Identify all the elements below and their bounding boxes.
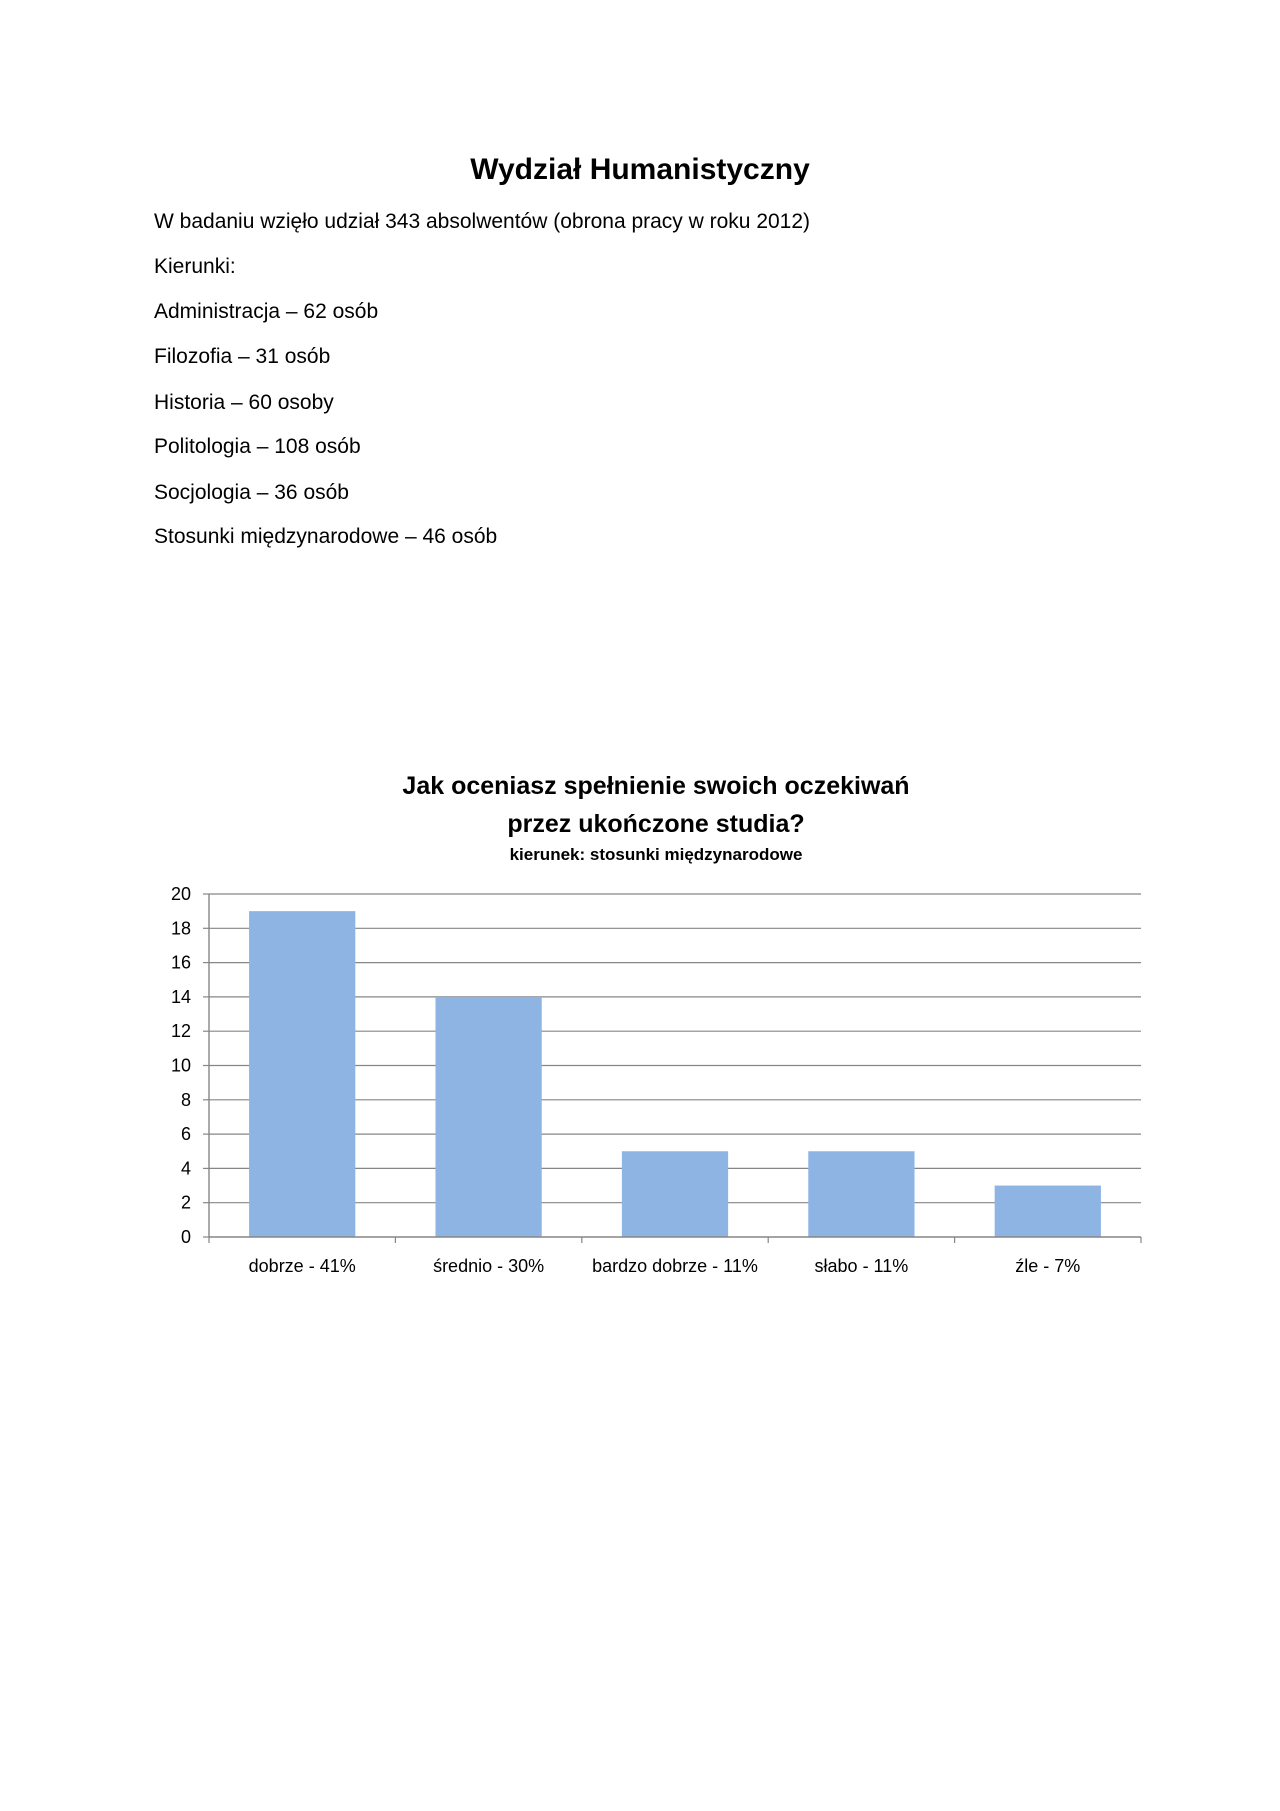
y-tick-label: 6 [180, 1124, 191, 1145]
bar [622, 1151, 728, 1237]
bar [435, 997, 541, 1237]
major-item: Politologia – 108 osób [154, 435, 361, 458]
y-tick-label: 18 [170, 918, 191, 939]
y-tick-label: 16 [170, 952, 191, 973]
y-tick-label: 14 [170, 986, 191, 1007]
y-tick-label: 20 [170, 884, 191, 904]
x-category-label: źle - 7% [1015, 1256, 1081, 1276]
bars [249, 911, 1101, 1237]
x-category-label: słabo - 11% [814, 1256, 909, 1276]
y-tick-label: 10 [170, 1055, 191, 1076]
page-title: Wydział Humanistyczny [470, 153, 810, 186]
x-category-label: bardzo dobrze - 11% [592, 1256, 758, 1276]
y-tick-label: 12 [170, 1021, 191, 1042]
major-item: Stosunki międzynarodowe – 46 osób [154, 525, 498, 548]
chart-subtitle: kierunek: stosunki międzynarodowe [509, 845, 803, 864]
bar [249, 911, 355, 1237]
majors-heading: Kierunki: [154, 255, 236, 278]
x-category-label: średnio - 30% [433, 1256, 545, 1276]
y-tick-label: 0 [180, 1227, 191, 1247]
y-tick-label: 2 [180, 1192, 191, 1213]
chart-title-line-1: Jak oceniasz spełnienie swoich oczekiwań [402, 772, 910, 800]
x-category-labels [249, 1256, 1081, 1276]
y-tick-label: 8 [180, 1089, 191, 1110]
intro-text: W badaniu wzięło udział 343 absolwentów (obrona pracy w roku 2012) [154, 210, 811, 233]
major-item: Historia – 60 osoby [154, 391, 334, 414]
major-item: Socjologia – 36 osób [154, 481, 349, 504]
major-item: Administracja – 62 osób [154, 300, 379, 323]
y-tick-label: 4 [180, 1158, 191, 1179]
bar [808, 1151, 914, 1237]
bar [995, 1186, 1101, 1237]
major-item: Filozofia – 31 osób [154, 345, 331, 368]
y-tick-labels [171, 884, 191, 1247]
x-category-label: dobrze - 41% [248, 1256, 356, 1276]
chart-title-line-2: przez ukończone studia? [507, 810, 805, 838]
